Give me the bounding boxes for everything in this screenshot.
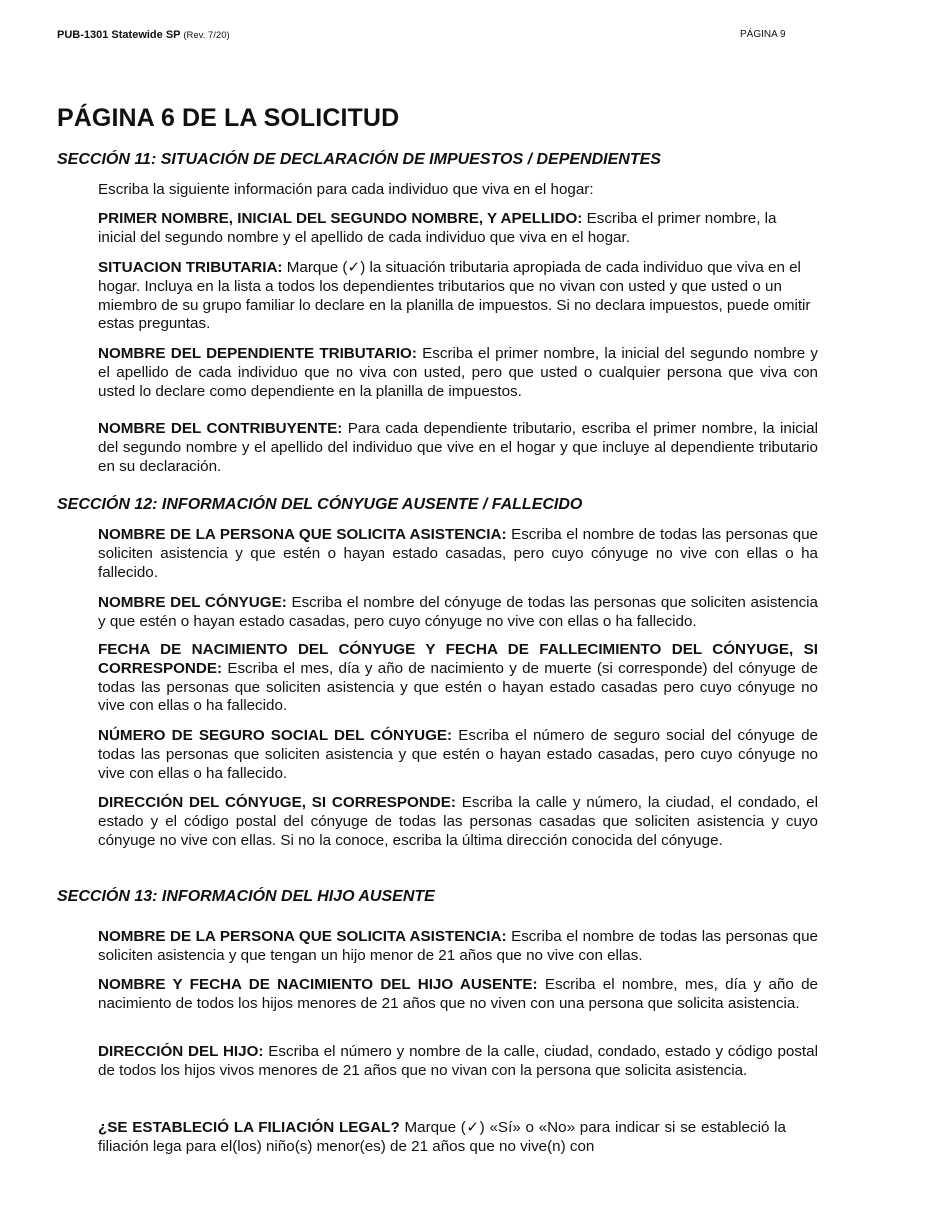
section-13-item-paternity xyxy=(98,1119,786,1157)
section-11-item-taxpayer-name xyxy=(98,420,818,476)
item-text: Escriba el nombre de todas las personas que soliciten asistencia y que tengan un hijo menor de 21 años que no vive con ellas. xyxy=(98,928,818,964)
section-13-item-child-address xyxy=(98,1043,818,1081)
item-term: PRIMER NOMBRE, INICIAL DEL SEGUNDO NOMBRE, Y APELLIDO: xyxy=(98,210,583,227)
item-term: NOMBRE DE LA PERSONA QUE SOLICITA ASISTENCIA: xyxy=(98,928,507,945)
item-term: ¿SE ESTABLECIÓ LA FILIACIÓN LEGAL? xyxy=(98,1119,400,1136)
section-12-item-spouse-dates xyxy=(98,641,818,716)
item-text: Escriba la calle y número, la ciudad, el condado, el estado y el código postal del cónyuge de todas las personas casadas que soliciten asistencia y cuyo cónyuge no vive con ellas. Si no la conoce, escriba la última dirección conocida del cónyuge. xyxy=(98,794,818,849)
section-12-item-spouse-address xyxy=(98,794,818,850)
item-term: NOMBRE DE LA PERSONA QUE SOLICITA ASISTENCIA: xyxy=(98,526,507,543)
section-11-item-tax-status xyxy=(98,259,818,334)
section-12-item-applicant-name xyxy=(98,526,818,582)
item-text: Escriba el nombre, mes, día y año de nacimiento de todos los hijos menores de 21 años que no viven con una persona que solicita asistencia. xyxy=(98,976,818,1012)
section-12-heading: SECCIÓN 12: INFORMACIÓN DEL CÓNYUGE AUSENTE / FALLECIDO xyxy=(57,496,583,513)
item-text: Escriba el número de seguro social del cónyuge de todas las personas que soliciten asistencia y que estén o hayan estado casadas, pero cuyo cónyuge no vive con ellas o ha fallecido. xyxy=(98,727,818,782)
item-text: Escriba el nombre de todas las personas que soliciten asistencia y que estén o hayan estado casadas, pero cuyo cónyuge no vive con ellas o ha fallecido. xyxy=(98,526,818,581)
item-term: FECHA DE NACIMIENTO DEL CÓNYUGE Y FECHA DE FALLECIMIENTO DEL CÓNYUGE, SI CORRESPONDE: xyxy=(98,641,818,677)
item-term: NOMBRE Y FECHA DE NACIMIENTO DEL HIJO AUSENTE: xyxy=(98,976,538,993)
item-term: NOMBRE DEL CONTRIBUYENTE: xyxy=(98,420,343,437)
item-text: Escriba el número y nombre de la calle, ciudad, condado, estado y código postal de todos los hijos vivos menores de 21 años que no vivan con la persona que solicita asistencia. xyxy=(98,1043,818,1079)
section-13-item-child-name-dob xyxy=(98,976,818,1014)
document-id-text: PUB-1301 Statewide SP xyxy=(57,29,181,41)
revision-label: (Rev. 7/20) xyxy=(183,30,230,41)
item-text: Marque (✓) «Sí» o «No» para indicar si se estableció la filiación lega para el(los) niño(s) menor(es) de 21 años que no vive(n) con xyxy=(98,1119,786,1155)
item-term: NOMBRE DEL CÓNYUGE: xyxy=(98,594,287,611)
section-12-item-spouse-ssn xyxy=(98,727,818,783)
section-11-heading: SECCIÓN 11: SITUACIÓN DE DECLARACIÓN DE IMPUESTOS / DEPENDIENTES xyxy=(57,151,661,168)
section-13-item-applicant-name xyxy=(98,928,818,966)
item-text: Marque (✓) la situación tributaria apropiada de cada individuo que viva en el hogar. Incluya en la lista a todos los dependientes tributarios que no vivan con usted y que usted o un miembro de su grupo familiar lo declare en la planilla de impuestos. Si no declara impuestos, puede omitir estas preguntas. xyxy=(98,259,811,333)
item-term: NOMBRE DEL DEPENDIENTE TRIBUTARIO: xyxy=(98,345,417,362)
page-title: PÁGINA 6 DE LA SOLICITUD xyxy=(57,104,400,132)
section-11-intro: Escriba la siguiente información para cada individuo que viva en el hogar: xyxy=(98,181,594,198)
item-term: NÚMERO DE SEGURO SOCIAL DEL CÓNYUGE: xyxy=(98,727,453,744)
item-text: Escriba el mes, día y año de nacimiento y de muerte (si corresponde) del cónyuge de todas las personas que soliciten asistencia y que estén o hayan estado casadas pero cuyo cónyuge no vive con ellas o ha fallecido. xyxy=(98,659,818,715)
section-11-item-full-name xyxy=(98,210,818,248)
document-id xyxy=(57,29,230,41)
item-text: Escriba el primer nombre, la inicial del segundo nombre y el apellido de cada individuo que viva en el hogar. xyxy=(98,210,777,246)
item-text: Escriba el primer nombre, la inicial del segundo nombre y el apellido de cada individuo que no viva con usted, pero que usted o cualquier persona que viva con usted lo declare como dependiente en la planilla de impuestos. xyxy=(98,345,818,400)
page-number-label: PÁGINA 9 xyxy=(740,29,786,40)
item-text: Escriba el nombre del cónyuge de todas las personas que soliciten asistencia y que estén o hayan estado casadas, pero cuyo cónyuge no vive con ellas o ha fallecido. xyxy=(98,594,818,630)
item-term: DIRECCIÓN DEL CÓNYUGE, SI CORRESPONDE: xyxy=(98,794,456,811)
page-header xyxy=(57,29,950,45)
item-term: SITUACION TRIBUTARIA: xyxy=(98,259,283,276)
item-text: Para cada dependiente tributario, escriba el primer nombre, la inicial del segundo nombre y el apellido del individuo que vive en el hogar y que incluye al dependiente tributario en su declaración. xyxy=(98,420,818,475)
section-13-heading: SECCIÓN 13: INFORMACIÓN DEL HIJO AUSENTE xyxy=(57,888,435,905)
section-11-item-tax-dependent-name xyxy=(98,345,818,401)
item-term: DIRECCIÓN DEL HIJO: xyxy=(98,1043,264,1060)
section-12-item-spouse-name xyxy=(98,594,818,632)
